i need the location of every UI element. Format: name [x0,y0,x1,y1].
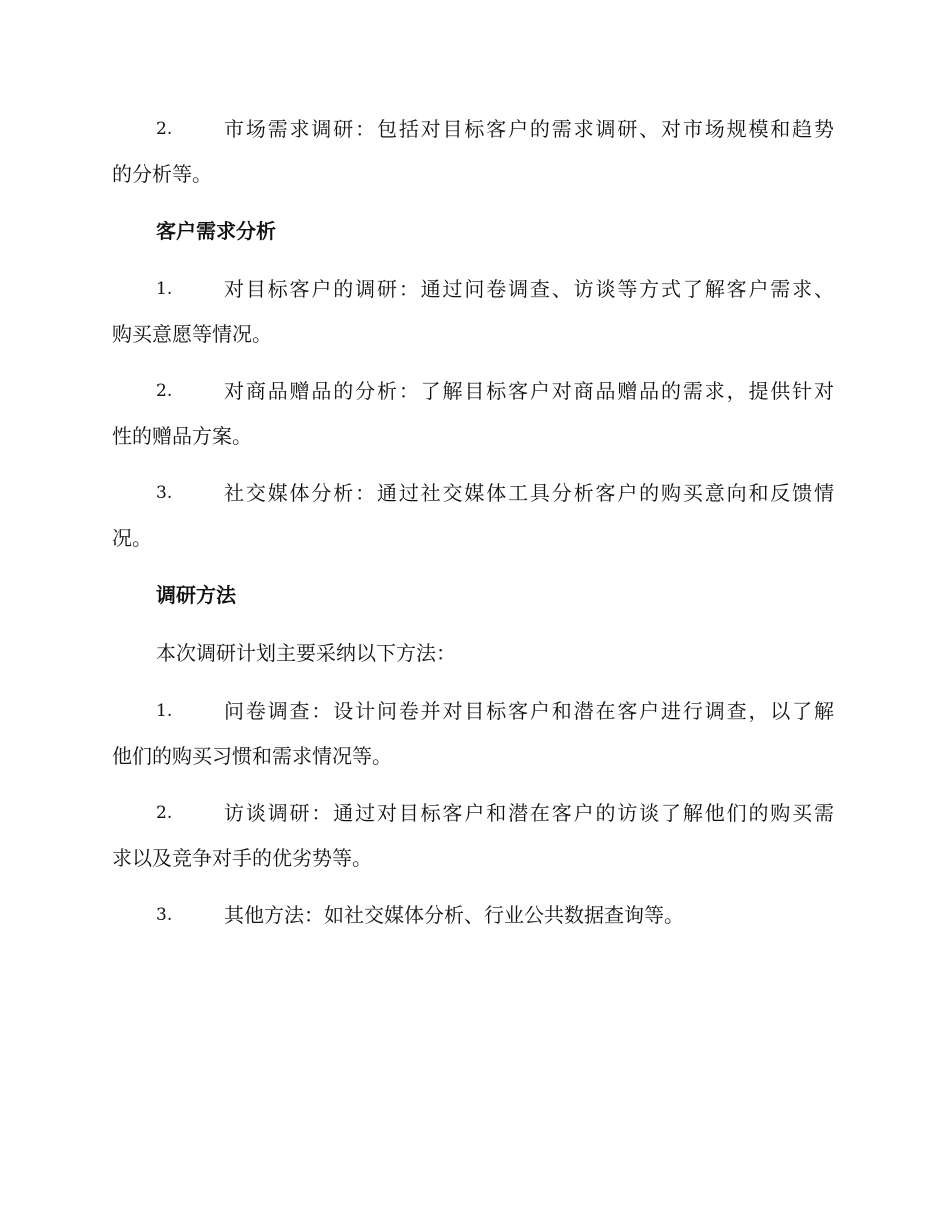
list-item-text: 对商品赠品的分析：了解目标客户对商品赠品的需求，提供针对 [224,379,834,403]
list-item-number: 1. [156,701,173,721]
list-item-continuation: 的分析等。 [112,162,212,186]
list-item-text: 对目标客户的调研：通过问卷调查、访谈等方式了解客户需求、 [224,277,834,301]
list-item [112,696,834,771]
section-intro-paragraph: 本次调研计划主要采纳以下方法： [156,641,456,665]
list-item-text: 市场需求调研：包括对目标客户的需求调研、对市场规模和趋势 [224,117,834,141]
list-item-text: 访谈调研：通过对目标客户和潜在客户的访谈了解他们的购买需 [224,801,834,825]
list-item-text: 社交媒体分析：通过社交媒体工具分析客户的购买意向和反馈情 [224,481,834,505]
list-item-number: 3. [156,483,173,503]
list-item [112,478,834,553]
section-heading-customer-analysis: 客户需求分析 [156,219,276,243]
list-item-continuation: 求以及竞争对手的优劣势等。 [112,846,372,870]
list-item-number: 2. [156,803,173,823]
list-item-number: 2. [156,381,173,401]
list-item-continuation: 购买意愿等情况。 [112,322,272,346]
list-item [112,798,834,873]
list-item-text: 问卷调查：设计问卷并对目标客户和潜在客户进行调查，以了解 [224,699,834,723]
list-item-number: 1. [156,279,173,299]
list-item [112,900,834,930]
list-item [112,274,834,349]
list-item-text: 其他方法：如社交媒体分析、行业公共数据查询等。 [224,903,684,927]
list-item-number: 3. [156,905,173,925]
list-item [112,376,834,451]
section-heading-research-methods: 调研方法 [156,583,236,607]
list-item [112,114,834,189]
list-item-continuation: 他们的购买习惯和需求情况等。 [112,744,392,768]
list-item-number: 2. [156,119,173,139]
list-item-continuation: 况。 [112,526,152,550]
list-item-continuation: 性的赠品方案。 [112,424,252,448]
